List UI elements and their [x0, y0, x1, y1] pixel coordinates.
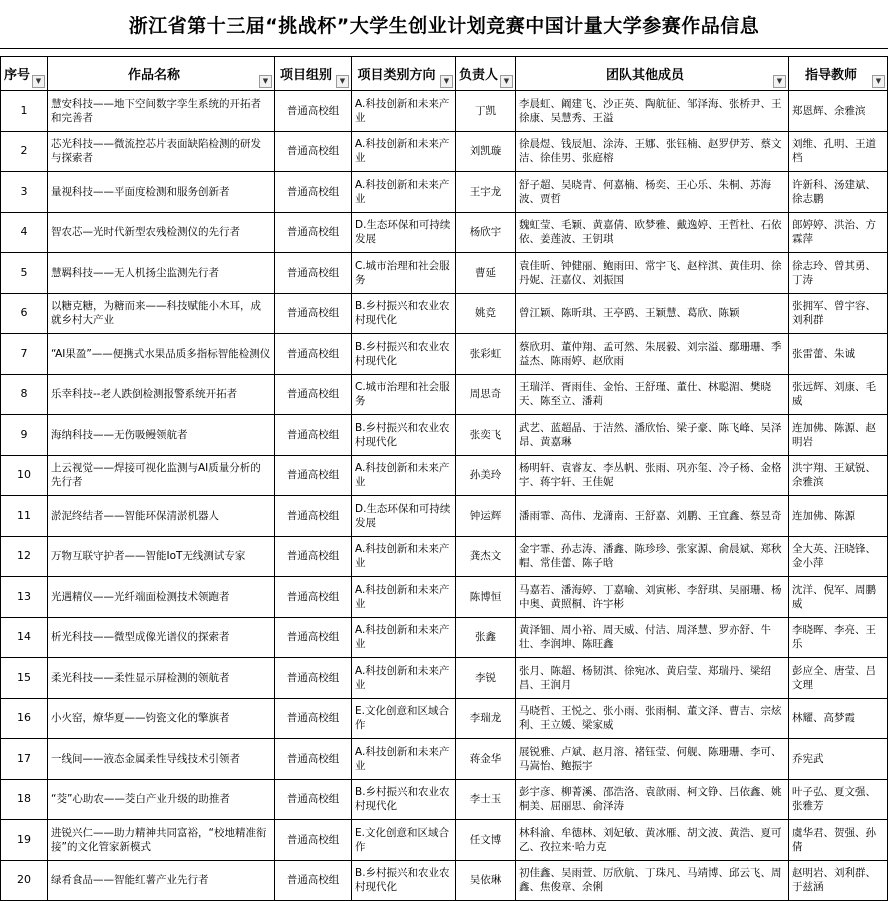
cell-name[interactable]: 智农芯—光时代新型农残检测仪的先行者 [48, 212, 275, 253]
cell-advisors[interactable]: 连加佛、陈源 [789, 496, 888, 537]
cell-name[interactable]: 海纳科技——无伤吸鳗领航者 [48, 415, 275, 456]
cell-no[interactable]: 18 [1, 779, 48, 820]
cell-group[interactable]: 普通高校组 [275, 536, 352, 577]
dropdown-arrow-icon[interactable]: ▼ [440, 75, 453, 88]
cell-advisors[interactable]: 林耀、高梦霞 [789, 698, 888, 739]
column-header-category [352, 57, 456, 91]
page-title: 浙江省第十三届“挑战杯”大学生创业计划竞赛中国计量大学参赛作品信息 [0, 0, 888, 49]
cell-group[interactable]: 普通高校组 [275, 293, 352, 334]
column-header-no [1, 57, 48, 91]
cell-category[interactable]: D.生态环保和可持续发展 [352, 212, 456, 253]
cell-name[interactable]: 慧羁科技——无人机扬尘监测先行者 [48, 253, 275, 294]
cell-no[interactable]: 12 [1, 536, 48, 577]
cell-name[interactable]: “茭”心助农——茭白产业升级的助推者 [48, 779, 275, 820]
cell-name[interactable]: 芯光科技——微流控芯片表面缺陷检测的研发与探索者 [48, 131, 275, 172]
cell-members[interactable]: 李晨虹、阚建飞、沙正英、陶航征、邹泽海、张桥尹、王徐康、吴慧秀、王溢 [516, 91, 789, 132]
cell-advisors[interactable]: 沈洋、倪军、周鹏威 [789, 577, 888, 618]
cell-no[interactable]: 2 [1, 131, 48, 172]
cell-no[interactable]: 17 [1, 739, 48, 780]
cell-name[interactable]: “AI果盈”——便携式水果品质多指标智能检测仪 [48, 334, 275, 375]
cell-leader[interactable]: 姚竞 [456, 293, 516, 334]
table-row [1, 739, 888, 780]
cell-members[interactable]: 初佳鑫、吴雨萱、厉欣航、丁珠凡、马靖博、邱云飞、周鑫、焦俊章、余俐 [516, 860, 789, 901]
cell-members[interactable]: 彭宇彦、柳菁溪、邵浩洛、袁歆雨、柯文铮、吕依鑫、姚桐美、屈丽思、俞泽涛 [516, 779, 789, 820]
cell-advisors[interactable]: 郑恩辉、余雅滨 [789, 91, 888, 132]
cell-advisors[interactable]: 全大英、汪晓锋、金小萍 [789, 536, 888, 577]
cell-advisors[interactable]: 许新科、汤建斌、徐志鹏 [789, 172, 888, 213]
cell-leader[interactable]: 钟运辉 [456, 496, 516, 537]
cell-leader[interactable]: 丁凯 [456, 91, 516, 132]
cell-name[interactable]: 以糖克糖，为糖而来——科技赋能小木耳，成就乡村大产业 [48, 293, 275, 334]
cell-leader[interactable]: 李锐 [456, 658, 516, 699]
header-row [1, 57, 888, 91]
dropdown-arrow-icon[interactable]: ▼ [773, 75, 786, 88]
cell-no[interactable]: 8 [1, 374, 48, 415]
cell-leader[interactable]: 周思奇 [456, 374, 516, 415]
cell-group[interactable]: 普通高校组 [275, 860, 352, 901]
table-row [1, 496, 888, 537]
column-header-label: 团队其他成员 [605, 68, 684, 83]
cell-members[interactable]: 曾江颖、陈昕琪、王亭鸥、王颖慧、葛欣、陈颖 [516, 293, 789, 334]
table-row [1, 415, 888, 456]
cell-members[interactable]: 舒子超、吴晓青、何嘉楠、杨奕、王心乐、朱桐、苏海波、贾哲 [516, 172, 789, 213]
cell-members[interactable]: 蔡欣玥、董仲翔、孟可然、朱展毅、刘宗溢、鄢珊珊、季益杰、陈雨婷、赵欣雨 [516, 334, 789, 375]
cell-members[interactable]: 马嘉若、潘海婷、丁嘉喻、刘寅彬、李舒琪、吴丽珊、杨中奥、黄照桐、许宇彬 [516, 577, 789, 618]
table-row [1, 253, 888, 294]
cell-members[interactable]: 袁佳昕、钟健丽、鲍雨田、常宇飞、赵梓淇、黄佳玥、徐丹妮、汪嘉仪、刘振国 [516, 253, 789, 294]
column-header-advisors [789, 57, 888, 91]
cell-category[interactable]: A.科技创新和未来产业 [352, 131, 456, 172]
cell-no[interactable]: 19 [1, 820, 48, 861]
cell-group[interactable]: 普通高校组 [275, 172, 352, 213]
column-header-label: 项目类别方向 [357, 68, 436, 83]
cell-no[interactable]: 6 [1, 293, 48, 334]
dropdown-arrow-icon[interactable]: ▼ [500, 75, 513, 88]
cell-category[interactable]: A.科技创新和未来产业 [352, 455, 456, 496]
cell-name[interactable]: 小火窑，燎华夏——钧瓷文化的擎旗者 [48, 698, 275, 739]
cell-category[interactable]: B.乡村振兴和农业农村现代化 [352, 860, 456, 901]
cell-group[interactable]: 普通高校组 [275, 212, 352, 253]
cell-no[interactable]: 11 [1, 496, 48, 537]
table-row [1, 698, 888, 739]
cell-members[interactable]: 徐晨煜、钱辰旭、涂涛、王娜、张钰楠、赵罗伊芳、蔡文洁、徐佳男、张庭榕 [516, 131, 789, 172]
cell-members[interactable]: 马晓哲、王悦之、张小雨、张雨桐、董文泽、曹吉、宗炫利、王立媛、梁家威 [516, 698, 789, 739]
table-row [1, 536, 888, 577]
table-row [1, 820, 888, 861]
cell-advisors[interactable]: 赵明岩、刘利群、于兹涵 [789, 860, 888, 901]
table-row [1, 334, 888, 375]
cell-leader[interactable]: 李士玉 [456, 779, 516, 820]
cell-name[interactable]: 淤泥终结者——智能环保清淤机器人 [48, 496, 275, 537]
cell-leader[interactable]: 吴依琳 [456, 860, 516, 901]
cell-advisors[interactable]: 张远辉、刘康、毛威 [789, 374, 888, 415]
cell-name[interactable]: 进锐兴仁——助力精神共同富裕，“校地精准衔接”的文化管家新模式 [48, 820, 275, 861]
cell-category[interactable]: E.文化创意和区域合作 [352, 820, 456, 861]
cell-leader[interactable]: 陈博恒 [456, 577, 516, 618]
cell-group[interactable]: 普通高校组 [275, 496, 352, 537]
dropdown-arrow-icon[interactable]: ▼ [872, 75, 885, 88]
cell-leader[interactable]: 张奕飞 [456, 415, 516, 456]
cell-members[interactable]: 杨明轩、袁睿友、李丛帆、张雨、巩亦玺、冷子杨、金格宇、蒋宇轩、王佳妮 [516, 455, 789, 496]
cell-no[interactable]: 9 [1, 415, 48, 456]
cell-leader[interactable]: 王宇龙 [456, 172, 516, 213]
column-header-label: 项目组别 [279, 68, 332, 83]
cell-group[interactable]: 普通高校组 [275, 698, 352, 739]
column-header-leader [456, 57, 516, 91]
cell-no[interactable]: 16 [1, 698, 48, 739]
cell-no[interactable]: 7 [1, 334, 48, 375]
cell-members[interactable]: 林科渝、牟德林、刘妃敏、黄冰雁、胡文波、黄浩、夏可乙、孜拉来·哈力克 [516, 820, 789, 861]
cell-no[interactable]: 14 [1, 617, 48, 658]
cell-group[interactable]: 普通高校组 [275, 131, 352, 172]
cell-leader[interactable]: 任文博 [456, 820, 516, 861]
cell-name[interactable]: 析光科技——微型成像光谱仪的探索者 [48, 617, 275, 658]
cell-leader[interactable]: 刘凯璇 [456, 131, 516, 172]
cell-category[interactable]: A.科技创新和未来产业 [352, 91, 456, 132]
cell-leader[interactable]: 杨欣宇 [456, 212, 516, 253]
cell-no[interactable]: 1 [1, 91, 48, 132]
cell-category[interactable]: A.科技创新和未来产业 [352, 172, 456, 213]
cell-category[interactable]: B.乡村振兴和农业农村现代化 [352, 415, 456, 456]
column-header-label: 指导教师 [804, 68, 857, 83]
cell-no[interactable]: 3 [1, 172, 48, 213]
cell-category[interactable]: C.城市治理和社会服务 [352, 253, 456, 294]
cell-advisors[interactable]: 张拥军、曾宇容、刘利群 [789, 293, 888, 334]
cell-group[interactable]: 普通高校组 [275, 415, 352, 456]
cell-leader[interactable]: 龚杰文 [456, 536, 516, 577]
cell-leader[interactable]: 李瑞龙 [456, 698, 516, 739]
cell-members[interactable]: 金宇霏、孙志涛、潘鑫、陈珍珍、张家源、俞晨斌、郑秋帽、常佳蕾、陈子晗 [516, 536, 789, 577]
dropdown-arrow-icon[interactable]: ▼ [259, 75, 272, 88]
cell-category[interactable]: B.乡村振兴和农业农村现代化 [352, 293, 456, 334]
cell-name[interactable]: 上云视觉——焊接可视化监测与AI质量分析的先行者 [48, 455, 275, 496]
table-row [1, 374, 888, 415]
cell-advisors[interactable]: 叶子弘、夏文强、张雅芳 [789, 779, 888, 820]
cell-group[interactable]: 普通高校组 [275, 820, 352, 861]
table-row [1, 658, 888, 699]
cell-members[interactable]: 张月、陈超、杨韧淇、徐宛冰、黄启莹、郑瑞丹、梁绍昌、王润月 [516, 658, 789, 699]
cell-advisors[interactable]: 乔宪武 [789, 739, 888, 780]
cell-advisors[interactable]: 洪宇翔、王斌锐、余雅滨 [789, 455, 888, 496]
cell-no[interactable]: 4 [1, 212, 48, 253]
table-row [1, 577, 888, 618]
cell-members[interactable]: 王瑞洋、胥雨佳、金怡、王舒瑾、董仕、林聪湄、樊晓天、陈至立、潘莉 [516, 374, 789, 415]
table-row [1, 779, 888, 820]
cell-advisors[interactable]: 李晓晖、李亮、王乐 [789, 617, 888, 658]
table-row [1, 860, 888, 901]
cell-name[interactable]: 绿肴食品——智能红薯产业先行者 [48, 860, 275, 901]
cell-name[interactable]: 一线间——液态金属柔性导线技术引领者 [48, 739, 275, 780]
cell-group[interactable]: 普通高校组 [275, 455, 352, 496]
cell-leader[interactable]: 张鑫 [456, 617, 516, 658]
cell-group[interactable]: 普通高校组 [275, 334, 352, 375]
table-row [1, 131, 888, 172]
cell-members[interactable]: 黄泽钿、周小裕、周天威、付洁、周泽慧、罗亦舒、牛壮、李润坤、陈旺鑫 [516, 617, 789, 658]
cell-name[interactable]: 柔光科技——柔性显示屏检测的领航者 [48, 658, 275, 699]
cell-name[interactable]: 万物互联守护者——智能IoT无线测试专家 [48, 536, 275, 577]
cell-name[interactable]: 乐幸科技--老人跌倒检测报警系统开拓者 [48, 374, 275, 415]
table-body [1, 91, 888, 901]
cell-leader[interactable]: 蒋金华 [456, 739, 516, 780]
cell-advisors[interactable]: 彭应全、唐莹、吕文理 [789, 658, 888, 699]
column-header-name [48, 57, 275, 91]
cell-category[interactable]: C.城市治理和社会服务 [352, 374, 456, 415]
cell-category[interactable]: A.科技创新和未来产业 [352, 536, 456, 577]
entries-table [0, 56, 888, 901]
cell-no[interactable]: 15 [1, 658, 48, 699]
column-header-members [516, 57, 789, 91]
cell-members[interactable]: 魏虹莹、毛颖、黄嘉倩、欧梦雅、戴逸婷、王哲杜、石依依、姜莲波、王钥琪 [516, 212, 789, 253]
cell-category[interactable]: A.科技创新和未来产业 [352, 617, 456, 658]
cell-group[interactable]: 普通高校组 [275, 779, 352, 820]
cell-leader[interactable]: 张彩虹 [456, 334, 516, 375]
cell-category[interactable]: D.生态环保和可持续发展 [352, 496, 456, 537]
cell-category[interactable]: E.文化创意和区域合作 [352, 698, 456, 739]
cell-advisors[interactable]: 徐志玲、曾其勇、丁涛 [789, 253, 888, 294]
cell-group[interactable]: 普通高校组 [275, 617, 352, 658]
cell-category[interactable]: A.科技创新和未来产业 [352, 658, 456, 699]
column-header-group [275, 57, 352, 91]
cell-members[interactable]: 武艺、蓝超晶、于洁然、潘欣怡、梁子豪、陈飞峰、吴泽昂、黄嘉琳 [516, 415, 789, 456]
cell-name[interactable]: 光遇精仪——光纤端面检测技术领跑者 [48, 577, 275, 618]
cell-advisors[interactable]: 张雷蕾、朱诚 [789, 334, 888, 375]
cell-advisors[interactable]: 刘维、孔明、王道档 [789, 131, 888, 172]
cell-name[interactable]: 量视科技——平面度检测和服务创新者 [48, 172, 275, 213]
cell-no[interactable]: 13 [1, 577, 48, 618]
cell-no[interactable]: 10 [1, 455, 48, 496]
dropdown-arrow-icon[interactable]: ▼ [32, 75, 45, 88]
table-row [1, 455, 888, 496]
dropdown-arrow-icon[interactable]: ▼ [336, 75, 349, 88]
cell-group[interactable]: 普通高校组 [275, 739, 352, 780]
cell-group[interactable]: 普通高校组 [275, 253, 352, 294]
cell-group[interactable]: 普通高校组 [275, 658, 352, 699]
cell-group[interactable]: 普通高校组 [275, 577, 352, 618]
cell-no[interactable]: 5 [1, 253, 48, 294]
column-header-label: 负责人 [458, 68, 498, 83]
cell-leader[interactable]: 曹延 [456, 253, 516, 294]
cell-advisors[interactable]: 郎婷婷、洪治、方霖萍 [789, 212, 888, 253]
cell-category[interactable]: B.乡村振兴和农业农村现代化 [352, 334, 456, 375]
table-row [1, 617, 888, 658]
cell-members[interactable]: 潘雨霏、高伟、龙潇南、王舒嘉、刘鹏、王宜鑫、蔡昱奇 [516, 496, 789, 537]
table-row [1, 293, 888, 334]
cell-leader[interactable]: 孙美玲 [456, 455, 516, 496]
table-row [1, 91, 888, 132]
cell-name[interactable]: 慧安科技——地下空间数字孪生系统的开拓者和完善者 [48, 91, 275, 132]
column-header-label: 作品名称 [127, 68, 180, 83]
cell-group[interactable]: 普通高校组 [275, 91, 352, 132]
cell-advisors[interactable]: 虞华君、贺强、孙倩 [789, 820, 888, 861]
cell-group[interactable]: 普通高校组 [275, 374, 352, 415]
column-header-label: 序号 [3, 68, 30, 83]
cell-no[interactable]: 20 [1, 860, 48, 901]
cell-category[interactable]: B.乡村振兴和农业农村现代化 [352, 779, 456, 820]
cell-advisors[interactable]: 连加佛、陈源、赵明岩 [789, 415, 888, 456]
table-row [1, 172, 888, 213]
cell-category[interactable]: A.科技创新和未来产业 [352, 577, 456, 618]
table-row [1, 212, 888, 253]
cell-category[interactable]: A.科技创新和未来产业 [352, 739, 456, 780]
cell-members[interactable]: 展锐雅、卢斌、赵月溶、褚钰莹、何舰、陈珊珊、李可、马嵩怡、鲍振宇 [516, 739, 789, 780]
